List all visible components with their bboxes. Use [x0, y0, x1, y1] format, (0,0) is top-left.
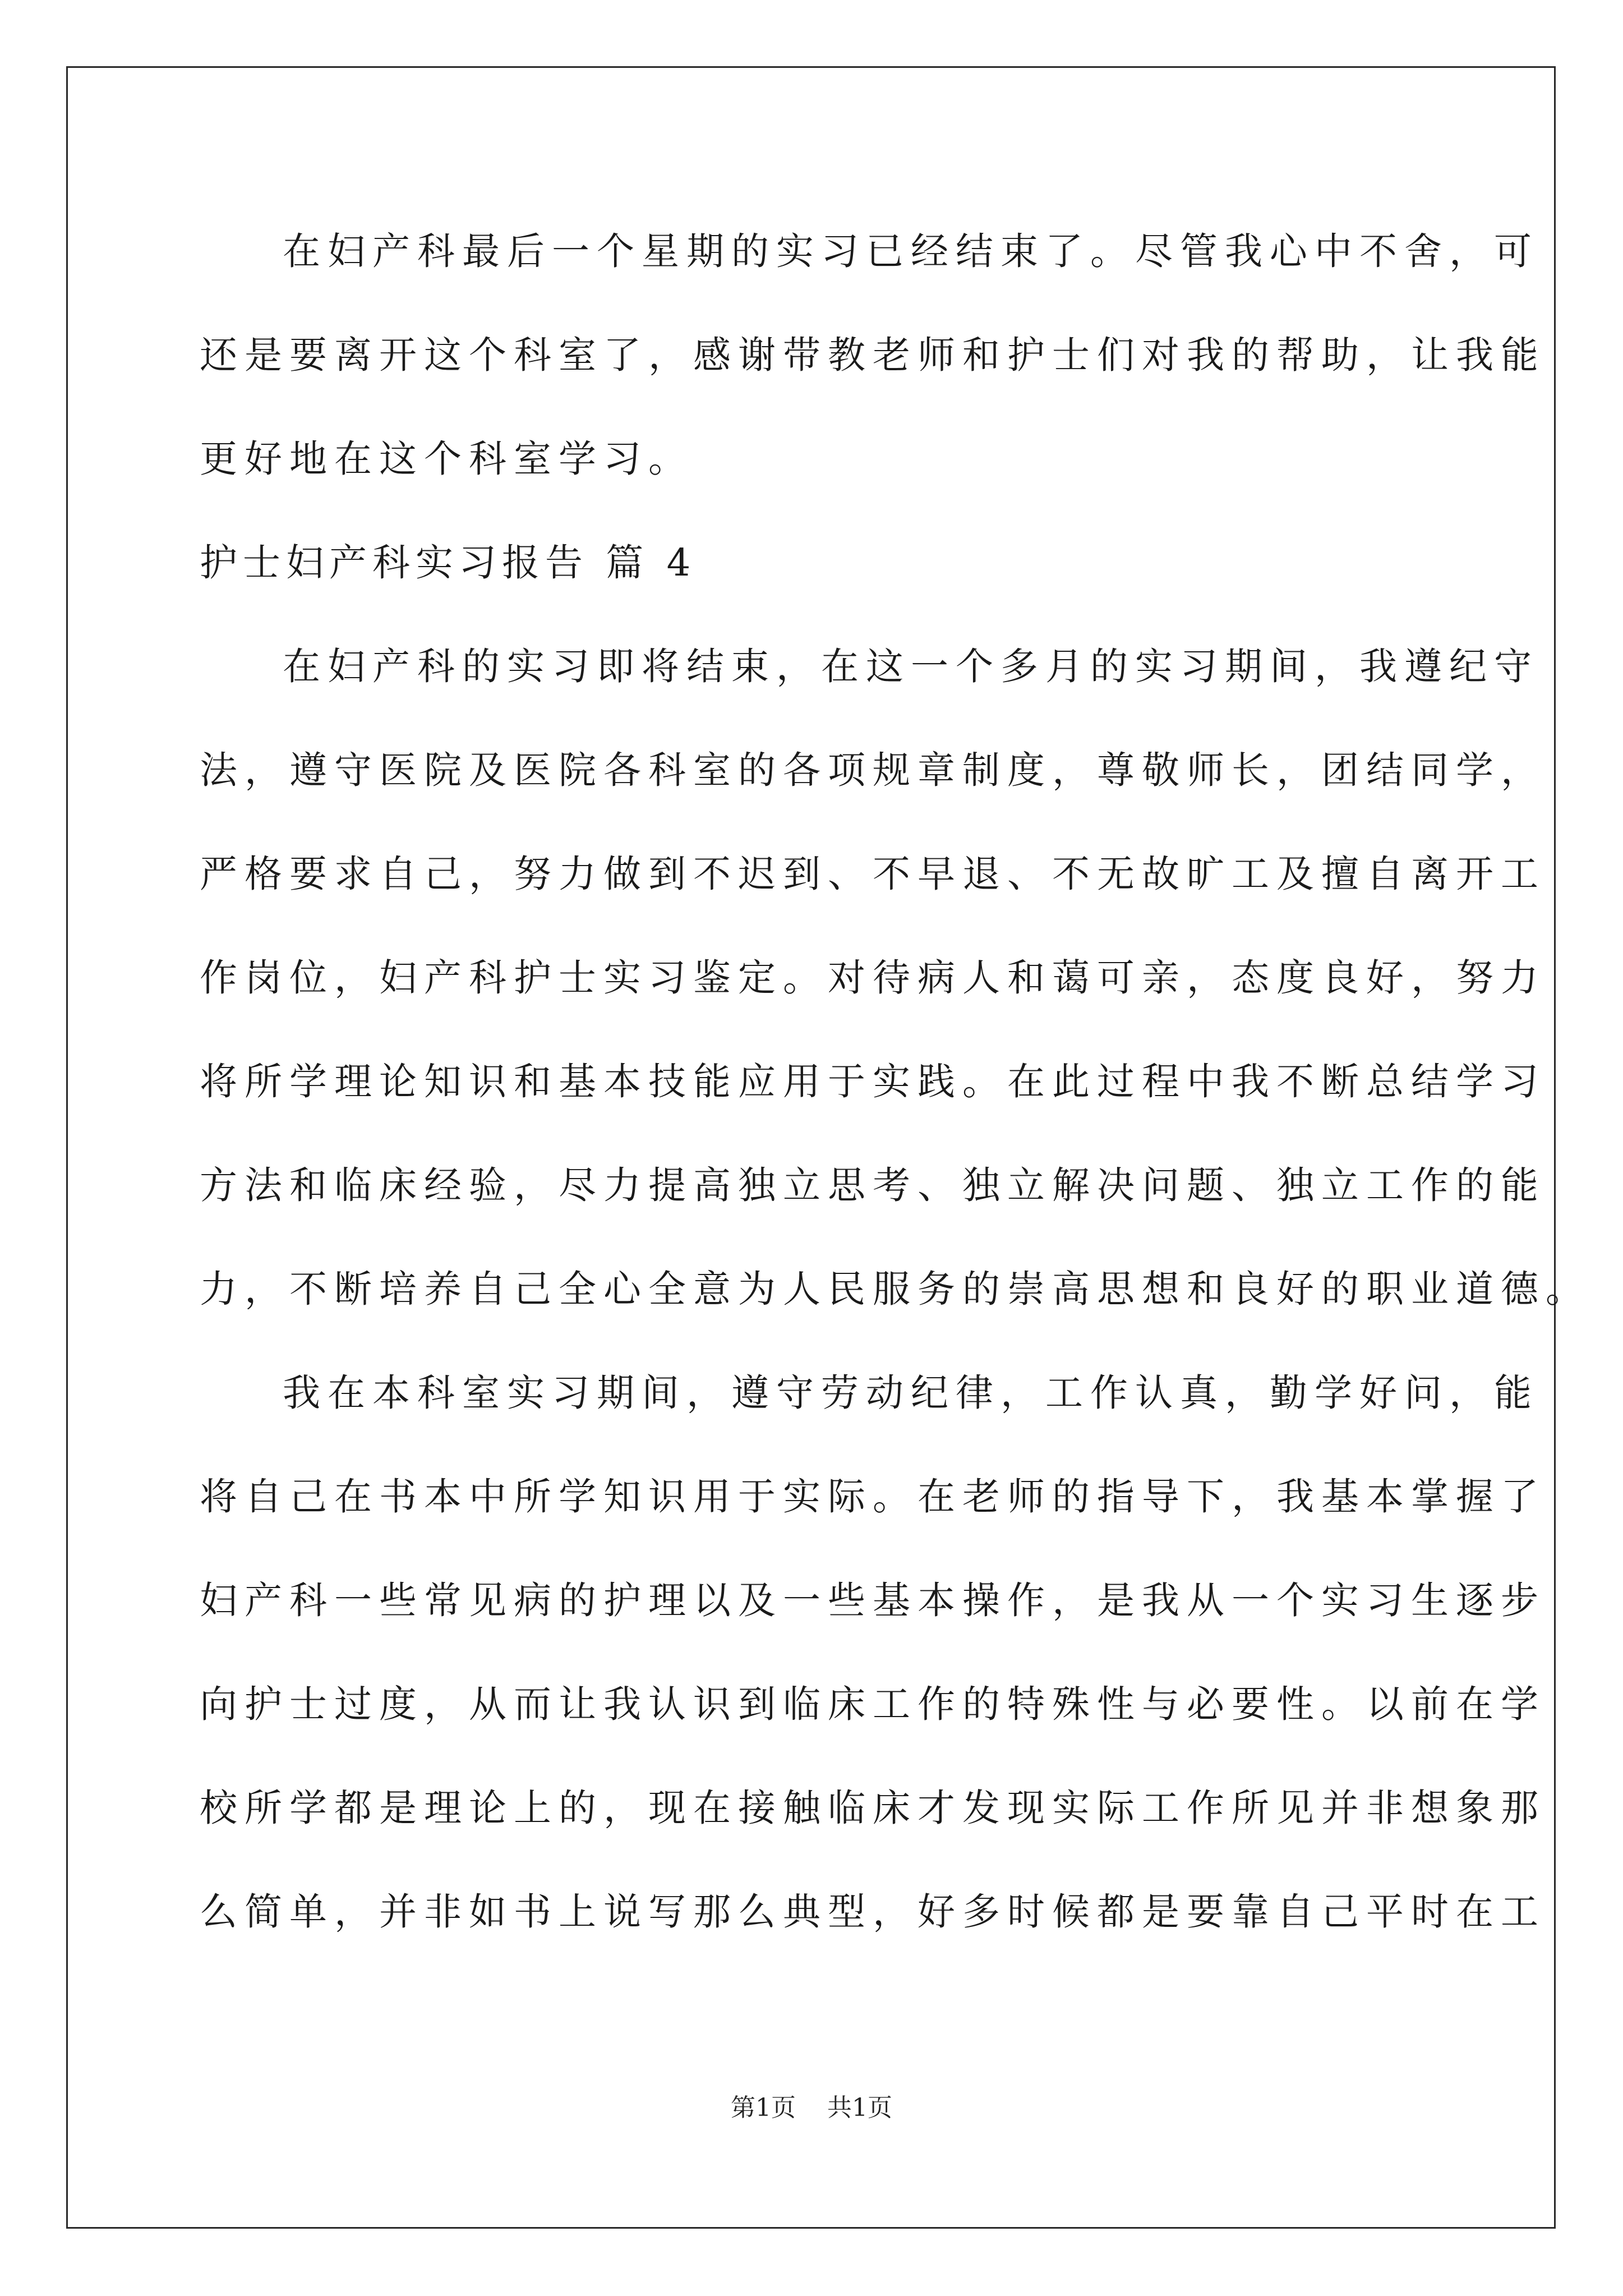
paragraph-3-line-2: 将自己在书本中所学知识用于实际。在老师的指导下，我基本掌握了: [200, 1475, 1546, 1519]
paragraph-2-line-1: 在妇产科的实习即将结束，在这一个多月的实习期间，我遵纪守: [283, 645, 1539, 688]
page-footer: [0, 2091, 1623, 2125]
paragraph-3-line-4: 向护士过度，从而让我认识到临床工作的特殊性与必要性。以前在学: [200, 1682, 1546, 1726]
document-body: [200, 218, 1590, 1982]
paragraph-2-line-4: 作岗位，妇产科护士实习鉴定。对待病人和蔼可亲，态度良好，努力: [200, 956, 1546, 1000]
paragraph-1-line-1: 在妇产科最后一个星期的实习已经结束了。尽管我心中不舍，可: [283, 229, 1539, 273]
page-number-total: 共1页: [827, 2093, 892, 2122]
page-number-current: 第1页: [731, 2093, 796, 2122]
section-heading: 护士妇产科实习报告 篇 4: [200, 541, 697, 585]
paragraph-2-line-3: 严格要求自己，努力做到不迟到、不早退、不无故旷工及擅自离开工: [200, 852, 1546, 896]
paragraph-2-line-6: 方法和临床经验，尽力提高独立思考、独立解决问题、独立工作的能: [200, 1163, 1546, 1207]
paragraph-2-line-2: 法，遵守医院及医院各科室的各项规章制度，尊敬师长，团结同学，: [200, 748, 1546, 792]
paragraph-1-line-3: 更好地在这个科室学习。: [200, 437, 693, 481]
paragraph-2-line-7: 力，不断培养自己全心全意为人民服务的崇高思想和良好的职业道德。: [200, 1267, 1590, 1311]
paragraph-3-line-6: 么简单，并非如书上说写那么典型，好多时候都是要靠自己平时在工: [200, 1890, 1546, 1934]
paragraph-3-line-5: 校所学都是理论上的，现在接触临床才发现实际工作所见并非想象那: [200, 1786, 1546, 1830]
paragraph-2-line-5: 将所学理论知识和基本技能应用于实践。在此过程中我不断总结学习: [200, 1060, 1546, 1103]
paragraph-3-line-1: 我在本科室实习期间，遵守劳动纪律，工作认真，勤学好问，能: [283, 1371, 1539, 1415]
paragraph-1-line-2: 还是要离开这个科室了，感谢带教老师和护士们对我的帮助，让我能: [200, 333, 1546, 377]
paragraph-3-line-3: 妇产科一些常见病的护理以及一些基本操作，是我从一个实习生逐步: [200, 1579, 1546, 1622]
